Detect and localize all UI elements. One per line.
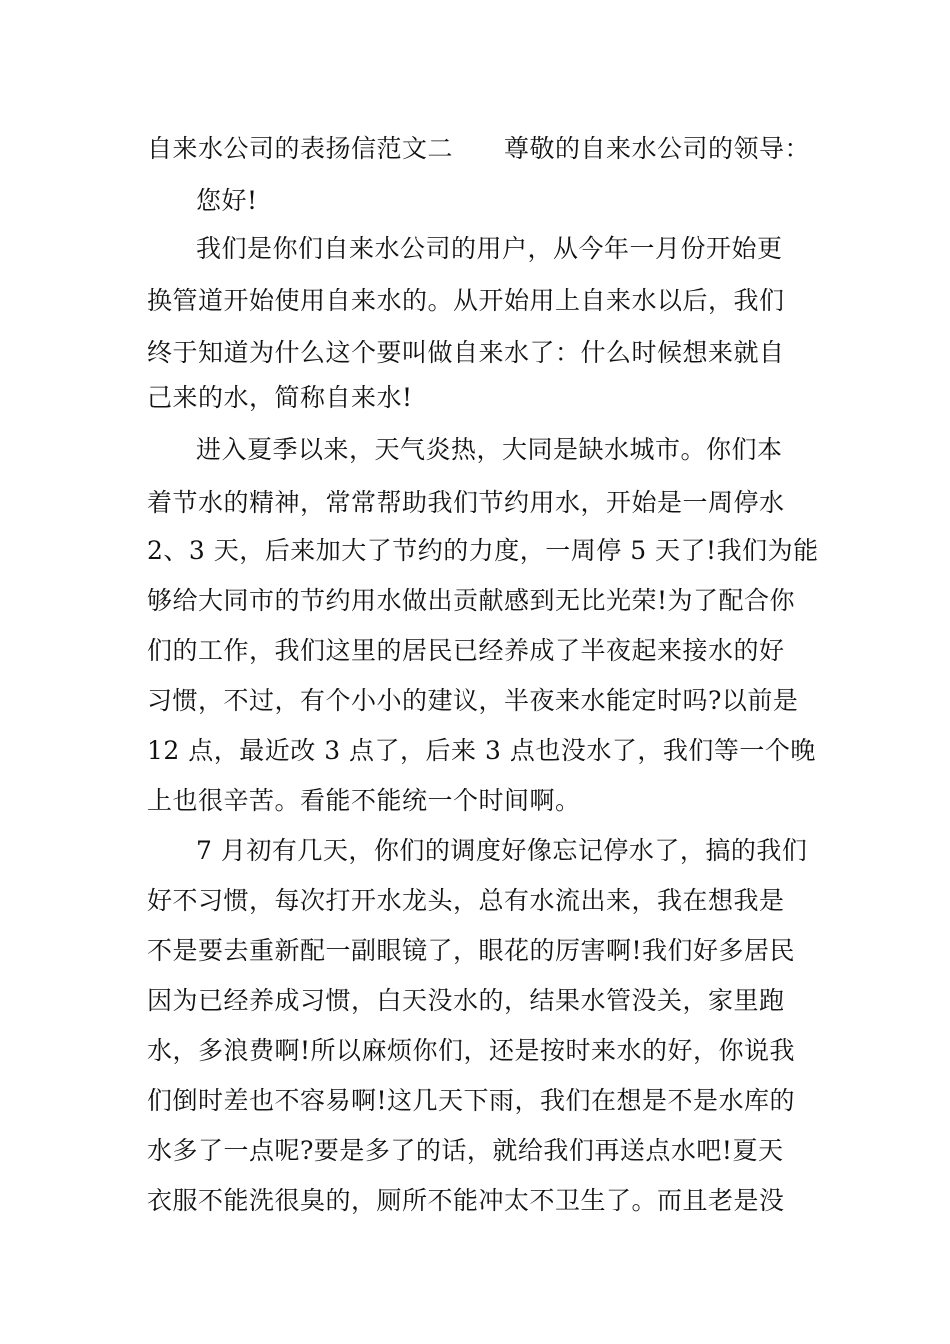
text-line: 衣服不能洗很臭的，厕所不能冲太不卫生了。而且老是没 [147,1186,785,1215]
text-line: 不是要去重新配一副眼镜了，眼花的厉害啊!我们好多居民 [147,936,796,965]
text-line: 进入夏季以来，天气炎热，大同是缺水城市。你们本 [196,435,783,464]
text-line-greeting: 您好! [196,186,258,215]
text-line: 2、3 天，后来加大了节约的力度，一周停 5 天了!我们为能 [147,536,819,565]
text-line: 们倒时差也不容易啊!这几天下雨，我们在想是不是水库的 [147,1086,796,1115]
text-line: 因为已经养成习惯，白天没水的，结果水管没关，家里跑 [147,986,785,1015]
text-line: 12 点，最近改 3 点了，后来 3 点也没水了，我们等一个晚 [147,736,816,765]
text-line: 水，多浪费啊!所以麻烦你们，还是按时来水的好，你说我 [147,1036,796,1065]
text-line: 着节水的精神，常常帮助我们节约用水，开始是一周停水 [147,488,785,517]
text-line: 水多了一点呢?要是多了的话，就给我们再送点水吧!夏天 [147,1136,784,1165]
text-line: 们的工作，我们这里的居民已经养成了半夜起来接水的好 [147,636,785,665]
text-line: 7 月初有几天，你们的调度好像忘记停水了，搞的我们 [196,836,808,865]
text-line: 上也很辛苦。看能不能统一个时间啊。 [147,786,581,815]
text-line: 我们是你们自来水公司的用户，从今年一月份开始更 [196,234,783,263]
text-line: 习惯，不过，有个小小的建议，半夜来水能定时吗?以前是 [147,686,799,715]
text-line: 好不习惯，每次打开水龙头，总有水流出来，我在想我是 [147,886,785,915]
text-line: 换管道开始使用自来水的。从开始用上自来水以后，我们 [147,286,785,315]
text-line: 够给大同市的节约用水做出贡献感到无比光荣!为了配合你 [147,586,796,615]
text-line: 己来的水，简称自来水! [147,383,413,412]
text-line: 终于知道为什么这个要叫做自来水了：什么时候想来就自 [147,338,785,367]
text-line-title-salutation: 自来水公司的表扬信范文二 尊敬的自来水公司的领导： [147,134,811,163]
